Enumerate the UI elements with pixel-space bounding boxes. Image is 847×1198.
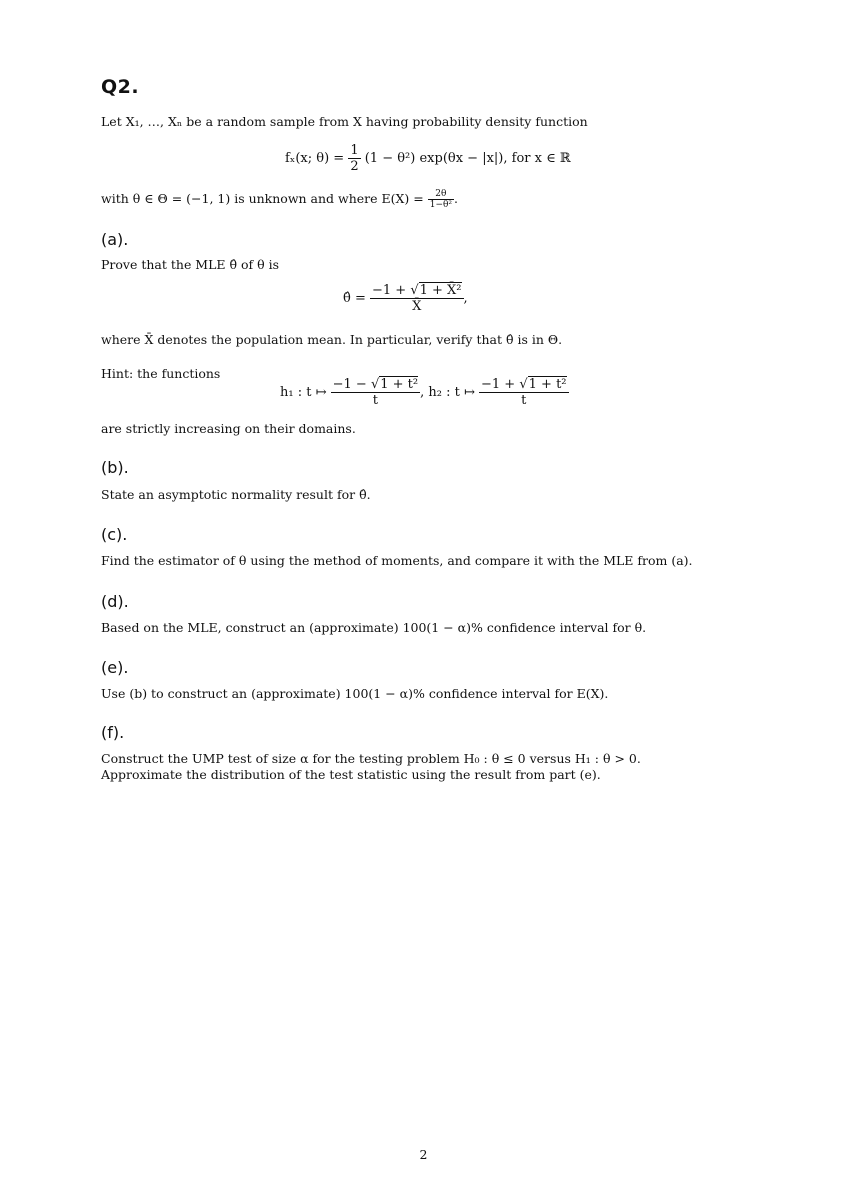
h1-denominator: t [372,393,378,408]
h1-lhs: h₁ : t ↦ [280,385,327,400]
expectation-fraction [428,189,454,210]
h1-numerator: −1 − √1 + t² [332,377,419,392]
intro-line-2-suffix: . [454,191,459,206]
mle-denominator: X̄ [412,299,422,314]
mle-suffix: , [463,291,468,306]
pdf-rhs: (1 − θ²) exp(θx − |x|), for x ∈ ℝ [364,151,571,166]
mle-fraction [370,283,464,314]
expectation-denominator: 1−θ² [429,200,453,210]
part-f-title: (f). [101,723,125,742]
h2-lhs: , h₂ : t ↦ [420,385,475,400]
part-f-line-1: Construct the UMP test of size α for the testing problem H₀ : θ ≤ 0 versus H₁ : θ > 0. [101,751,641,766]
mle-equation [343,283,468,314]
h2-numerator: −1 + √1 + t² [481,377,567,392]
pdf-fraction [348,143,360,174]
intro-line-1: Let X₁, …, Xₙ be a random sample from X having probability density function [101,114,588,129]
h2-denominator: t [521,393,527,408]
mle-numerator-radicand: 1 + X̄² [419,283,462,298]
part-c-text: Find the estimator of θ using the method of moments, and compare it with the MLE from (a). [101,553,693,568]
part-b-title: (b). [101,458,129,477]
part-e-text: Use (b) to construct an (approximate) 100(1 − α)% confidence interval for E(X). [101,686,609,701]
hint-label: Hint: the functions [101,366,221,381]
page-number: 2 [419,1147,428,1162]
part-e-title: (e). [101,658,129,677]
part-a-line-1: Prove that the MLE θ̂ of θ is [101,257,280,272]
h1-fraction [331,377,421,408]
pdf-lhs: fₓ(x; θ) = [285,151,345,166]
pdf-equation [285,143,571,174]
h1-numerator-radicand: 1 + t² [380,377,419,392]
mle-lhs: θ̂ = [343,291,366,306]
intro-line-2 [101,189,458,210]
part-f-line-2: Approximate the distribution of the test statistic using the result from part (e). [101,767,601,782]
mle-numerator-prefix: −1 + [372,283,411,298]
h2-fraction [479,377,569,408]
part-c-title: (c). [101,525,128,544]
pdf-fraction-denominator: 2 [350,159,359,174]
part-a-line-3: are strictly increasing on their domains. [101,421,356,436]
part-d-text: Based on the MLE, construct an (approximate) 100(1 − α)% confidence interval for θ. [101,620,647,635]
part-a-title: (a). [101,230,129,249]
mle-numerator: −1 + √1 + X̄² [372,283,462,298]
intro-line-2-prefix: with θ ∈ Θ = (−1, 1) is unknown and where E(X) = [101,191,424,206]
part-b-text: State an asymptotic normality result for θ̂. [101,487,371,502]
h1-numerator-prefix: −1 − [332,377,371,392]
part-a-line-2: where X̄ denotes the population mean. In particular, verify that θ̂ is in Θ. [101,332,563,347]
part-d-title: (d). [101,592,129,611]
h2-numerator-radicand: 1 + t² [528,377,567,392]
expectation-numerator: 2θ [428,189,454,200]
hint-functions [280,377,569,408]
pdf-fraction-numerator: 1 [350,143,359,158]
h2-numerator-prefix: −1 + [481,377,520,392]
question-title: Q2. [101,76,140,98]
